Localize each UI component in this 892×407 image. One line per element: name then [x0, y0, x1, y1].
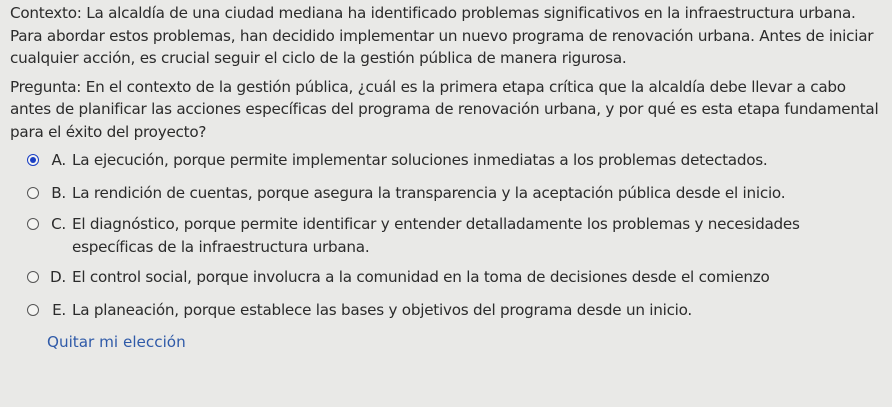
radio-button-c[interactable]	[27, 218, 39, 230]
option-letter: D.	[49, 268, 66, 286]
context-text: Contexto: La alcaldía de una ciudad mediana ha identificado problemas significativos en la infraestructura urbana. Para abordar estos problemas, han decidido implementar un nuevo programa de renovación urbana. Antes de iniciar cualquier acción, es crucial seguir el ciclo de la gestión pública de manera rigurosa.	[10, 4, 874, 67]
option-a[interactable]	[27, 149, 884, 172]
radio-button-d[interactable]	[27, 271, 39, 283]
question-text: Pregunta: En el contexto de la gestión pública, ¿cuál es la primera etapa crítica que la alcaldía debe llevar a cabo antes de planificar las acciones específicas del programa de renovación urbana, y por qué es esta etapa fundamental para el éxito del proyecto?	[10, 77, 879, 141]
option-text: El diagnóstico, porque permite identificar y entender detalladamente los problemas y necesidades específicas de la infraestructura urbana.	[72, 215, 800, 256]
radio-button-e[interactable]	[27, 304, 39, 316]
radio-button-b[interactable]	[27, 187, 39, 199]
option-text: La ejecución, porque permite implementar soluciones inmediatas a los problemas detectados.	[72, 151, 768, 169]
option-b[interactable]	[27, 182, 884, 205]
option-text: La rendición de cuentas, porque asegura la transparencia y la aceptación pública desde el inicio.	[72, 183, 786, 202]
option-letter: A.	[51, 151, 66, 169]
clear-choice-link[interactable]: Quitar mi elección	[47, 333, 186, 351]
option-e[interactable]	[27, 299, 884, 322]
option-text: El control social, porque involucra a la comunidad en la toma de decisiones desde el comienzo	[72, 268, 770, 286]
option-letter: C.	[51, 215, 66, 233]
radio-button-a[interactable]	[27, 154, 39, 166]
option-c[interactable]	[27, 213, 884, 258]
option-letter: E.	[52, 300, 66, 319]
option-d[interactable]	[27, 266, 884, 289]
option-letter: B.	[51, 183, 66, 202]
answer-options	[10, 149, 884, 321]
option-text: La planeación, porque establece las bases y objetivos del programa desde un inicio.	[72, 300, 693, 319]
